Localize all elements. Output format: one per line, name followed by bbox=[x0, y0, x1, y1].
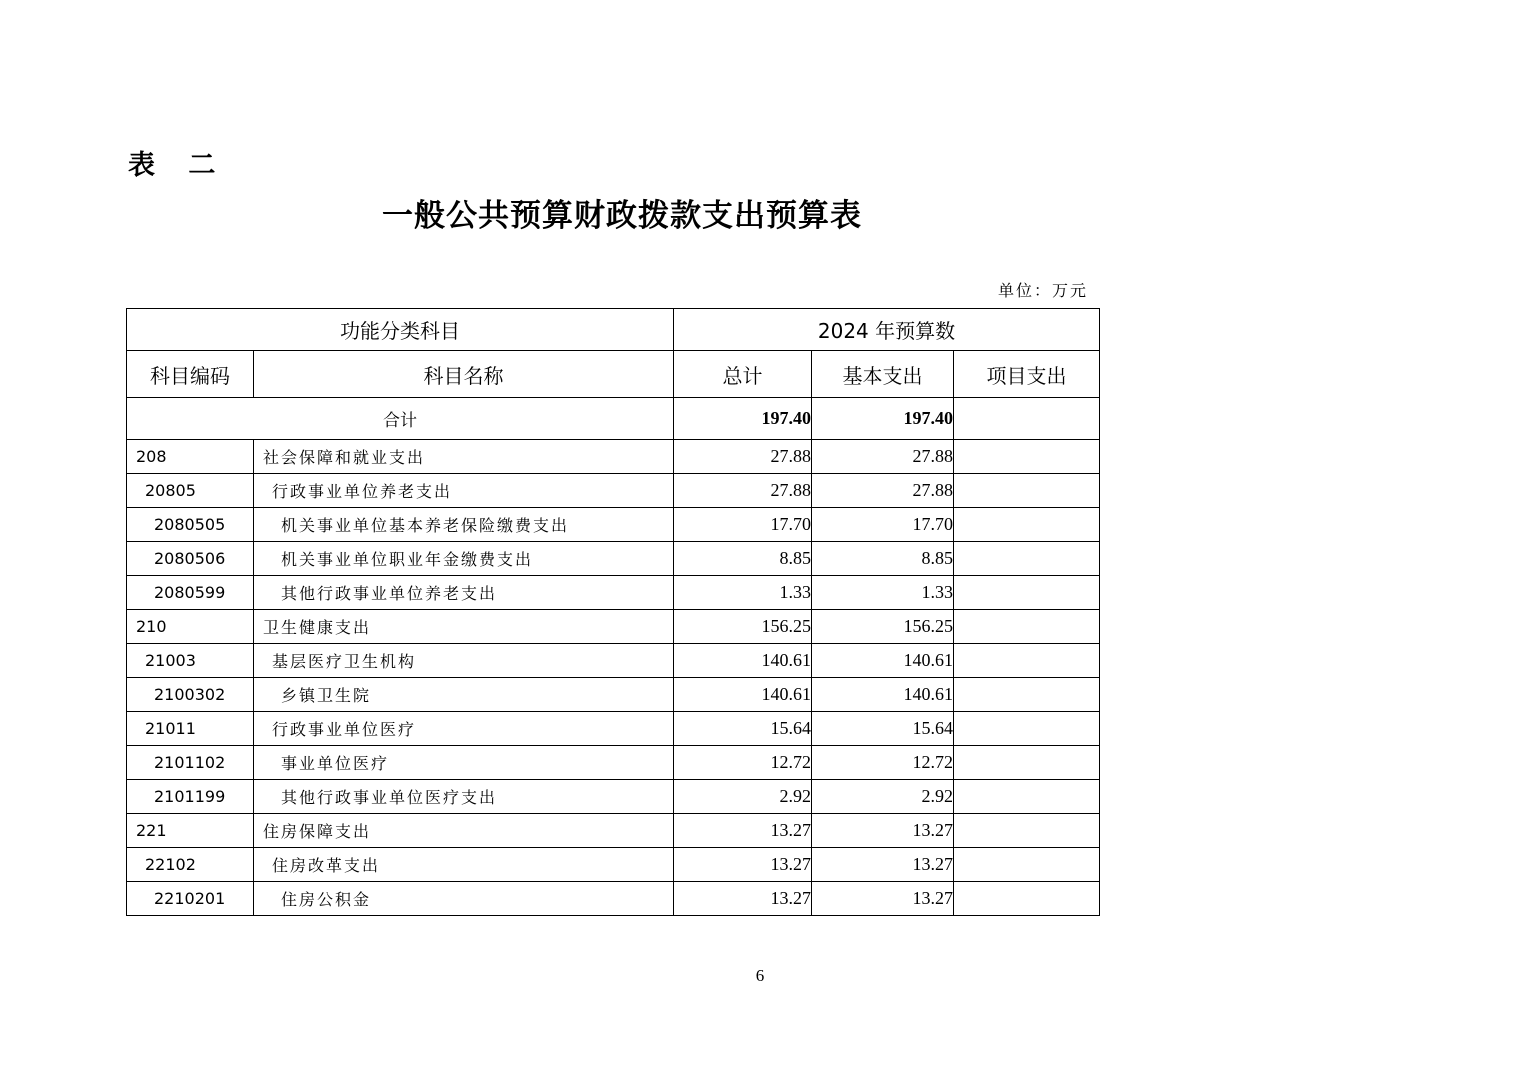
total-project bbox=[954, 398, 1100, 440]
cell-basic: 2.92 bbox=[812, 780, 954, 814]
cell-name: 其他行政事业单位养老支出 bbox=[254, 576, 674, 610]
total-label: 合计 bbox=[127, 398, 674, 440]
cell-total: 140.61 bbox=[674, 678, 812, 712]
header-basic: 基本支出 bbox=[812, 351, 954, 398]
cell-project bbox=[954, 542, 1100, 576]
cell-code: 21011 bbox=[127, 712, 254, 746]
cell-code: 2080506 bbox=[127, 542, 254, 576]
cell-total: 2.92 bbox=[674, 780, 812, 814]
cell-project bbox=[954, 610, 1100, 644]
total-total: 197.40 bbox=[674, 398, 812, 440]
cell-name: 住房保障支出 bbox=[254, 814, 674, 848]
cell-project bbox=[954, 576, 1100, 610]
page-number: 6 bbox=[755, 966, 765, 985]
table-row bbox=[127, 882, 1100, 916]
cell-total: 13.27 bbox=[674, 882, 812, 916]
cell-basic: 13.27 bbox=[812, 848, 954, 882]
cell-project bbox=[954, 712, 1100, 746]
cell-project bbox=[954, 678, 1100, 712]
cell-basic: 17.70 bbox=[812, 508, 954, 542]
cell-total: 1.33 bbox=[674, 576, 812, 610]
table-row bbox=[127, 678, 1100, 712]
table-label: 表 二 bbox=[128, 150, 228, 181]
cell-name: 住房公积金 bbox=[254, 882, 674, 916]
cell-total: 13.27 bbox=[674, 848, 812, 882]
cell-project bbox=[954, 882, 1100, 916]
cell-code: 208 bbox=[127, 440, 254, 474]
table-row bbox=[127, 644, 1100, 678]
cell-project bbox=[954, 440, 1100, 474]
cell-project bbox=[954, 508, 1100, 542]
cell-basic: 156.25 bbox=[812, 610, 954, 644]
header-row-columns bbox=[127, 351, 1100, 398]
cell-project bbox=[954, 780, 1100, 814]
cell-total: 156.25 bbox=[674, 610, 812, 644]
cell-code: 2101199 bbox=[127, 780, 254, 814]
header-functional-classification: 功能分类科目 bbox=[127, 309, 674, 351]
cell-total: 13.27 bbox=[674, 814, 812, 848]
cell-name: 行政事业单位医疗 bbox=[254, 712, 674, 746]
cell-project bbox=[954, 644, 1100, 678]
cell-code: 2101102 bbox=[127, 746, 254, 780]
cell-total: 140.61 bbox=[674, 644, 812, 678]
table-row bbox=[127, 848, 1100, 882]
cell-name: 机关事业单位基本养老保险缴费支出 bbox=[254, 508, 674, 542]
cell-total: 8.85 bbox=[674, 542, 812, 576]
cell-name: 乡镇卫生院 bbox=[254, 678, 674, 712]
cell-name: 机关事业单位职业年金缴费支出 bbox=[254, 542, 674, 576]
cell-code: 2210201 bbox=[127, 882, 254, 916]
cell-code: 221 bbox=[127, 814, 254, 848]
cell-name: 其他行政事业单位医疗支出 bbox=[254, 780, 674, 814]
unit-label: 单位：万元 bbox=[997, 281, 1088, 300]
table-row bbox=[127, 746, 1100, 780]
cell-name: 住房改革支出 bbox=[254, 848, 674, 882]
cell-basic: 15.64 bbox=[812, 712, 954, 746]
cell-code: 20805 bbox=[127, 474, 254, 508]
cell-name: 事业单位医疗 bbox=[254, 746, 674, 780]
cell-basic: 8.85 bbox=[812, 542, 954, 576]
budget-table bbox=[126, 308, 1100, 916]
cell-basic: 27.88 bbox=[812, 474, 954, 508]
table-row bbox=[127, 814, 1100, 848]
table-row bbox=[127, 610, 1100, 644]
total-basic: 197.40 bbox=[812, 398, 954, 440]
cell-project bbox=[954, 848, 1100, 882]
cell-project bbox=[954, 474, 1100, 508]
cell-basic: 140.61 bbox=[812, 678, 954, 712]
cell-name: 行政事业单位养老支出 bbox=[254, 474, 674, 508]
cell-total: 15.64 bbox=[674, 712, 812, 746]
table-row bbox=[127, 542, 1100, 576]
table-row bbox=[127, 508, 1100, 542]
cell-code: 21003 bbox=[127, 644, 254, 678]
cell-name: 社会保障和就业支出 bbox=[254, 440, 674, 474]
cell-code: 2080599 bbox=[127, 576, 254, 610]
table-row bbox=[127, 440, 1100, 474]
table-row bbox=[127, 712, 1100, 746]
table-row bbox=[127, 576, 1100, 610]
header-total: 总计 bbox=[674, 351, 812, 398]
cell-basic: 12.72 bbox=[812, 746, 954, 780]
cell-name: 基层医疗卫生机构 bbox=[254, 644, 674, 678]
header-budget-year: 2024 年预算数 bbox=[674, 309, 1100, 351]
cell-code: 22102 bbox=[127, 848, 254, 882]
cell-total: 27.88 bbox=[674, 440, 812, 474]
page-title: 一般公共预算财政拨款支出预算表 bbox=[382, 198, 862, 234]
cell-basic: 13.27 bbox=[812, 814, 954, 848]
cell-total: 17.70 bbox=[674, 508, 812, 542]
cell-basic: 27.88 bbox=[812, 440, 954, 474]
cell-code: 2080505 bbox=[127, 508, 254, 542]
header-row-group bbox=[127, 309, 1100, 351]
header-project: 项目支出 bbox=[954, 351, 1100, 398]
table-row bbox=[127, 780, 1100, 814]
table-row bbox=[127, 474, 1100, 508]
cell-basic: 1.33 bbox=[812, 576, 954, 610]
cell-code: 2100302 bbox=[127, 678, 254, 712]
cell-basic: 13.27 bbox=[812, 882, 954, 916]
cell-project bbox=[954, 814, 1100, 848]
header-name: 科目名称 bbox=[254, 351, 674, 398]
cell-total: 12.72 bbox=[674, 746, 812, 780]
cell-code: 210 bbox=[127, 610, 254, 644]
total-row bbox=[127, 398, 1100, 440]
header-code: 科目编码 bbox=[127, 351, 254, 398]
cell-project bbox=[954, 746, 1100, 780]
cell-basic: 140.61 bbox=[812, 644, 954, 678]
cell-name: 卫生健康支出 bbox=[254, 610, 674, 644]
cell-total: 27.88 bbox=[674, 474, 812, 508]
